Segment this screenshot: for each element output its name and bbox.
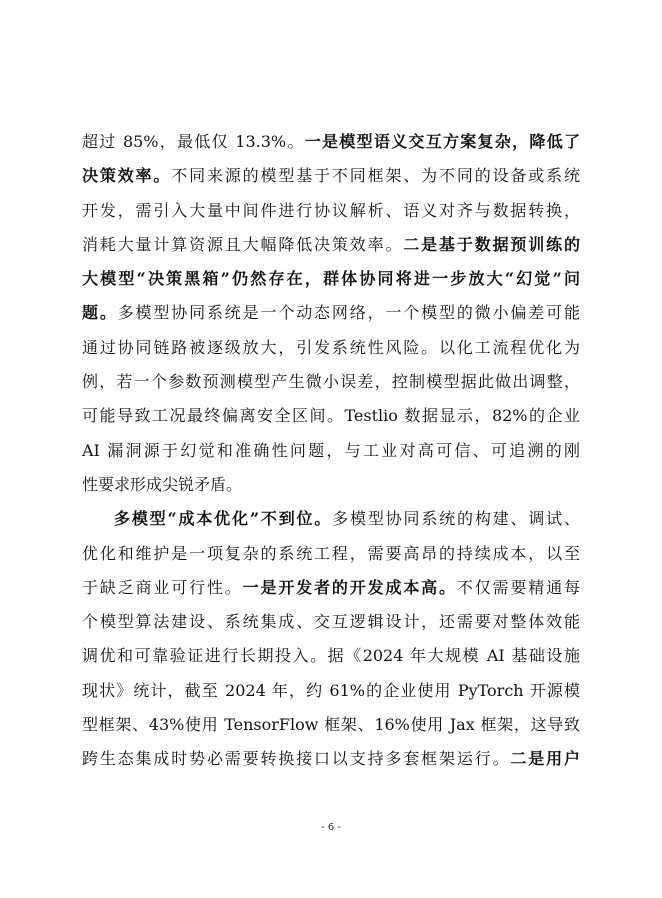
bold-text: 大模型“决策黑箱”仍然存在，群体协同将进一步放大“幻觉”问 bbox=[82, 269, 580, 289]
text-line bbox=[82, 639, 580, 673]
bold-text: 题。 bbox=[82, 303, 118, 323]
text-run: 优化和维护是一项复杂的系统工程，需要高昂的持续成本，以至 bbox=[82, 543, 580, 563]
text-line bbox=[82, 605, 580, 639]
body-text bbox=[82, 125, 580, 777]
text-line bbox=[82, 399, 580, 433]
bold-text: 二是用户 bbox=[510, 749, 580, 769]
bold-text: 一是模型语义交互方案复杂，降低了 bbox=[304, 132, 580, 151]
text-line bbox=[82, 708, 580, 742]
text-line bbox=[82, 331, 580, 365]
text-run: AI 漏洞源于幻觉和准确性问题，与工业对高可信、可追溯的刚 bbox=[82, 440, 580, 460]
bold-text: 决策效率。 bbox=[82, 166, 172, 186]
bold-text: 二是基于数据预训练的 bbox=[403, 234, 580, 254]
text-run: 可能导致工况最终偏离安全区间。Testlio 数据显示，82%的企业 bbox=[82, 406, 580, 426]
bold-text: 一是开发者的开发成本高。 bbox=[242, 577, 457, 597]
text-run: 超过 85%，最低仅 13.3%。 bbox=[82, 132, 305, 151]
text-line bbox=[82, 742, 580, 776]
text-line bbox=[82, 468, 580, 502]
text-line bbox=[82, 228, 580, 262]
text-run: 调优和可靠验证进行长期投入。据《2024 年大规模 AI 基础设施 bbox=[82, 646, 580, 666]
text-line bbox=[82, 571, 580, 605]
text-line bbox=[82, 262, 580, 296]
text-run: 现状》统计，截至 2024 年，约 61%的企业使用 PyTorch 开源模 bbox=[82, 680, 580, 700]
text-run: 例，若一个参数预测模型产生微小误差，控制模型据此做出调整， bbox=[82, 372, 580, 392]
text-line bbox=[82, 674, 580, 708]
text-line bbox=[82, 296, 580, 330]
text-run: 多模型协同系统的构建、调试、 bbox=[332, 509, 580, 529]
text-line bbox=[82, 434, 580, 468]
bold-text: 多模型“成本优化”不到位。 bbox=[114, 509, 333, 529]
text-run: 个模型算法建设、系统集成、交互逻辑设计，还需要对整体效能 bbox=[82, 612, 580, 632]
text-line bbox=[82, 537, 580, 571]
text-line bbox=[82, 502, 580, 536]
text-line bbox=[82, 365, 580, 399]
text-run: 于缺乏商业可行性。 bbox=[82, 577, 243, 597]
text-run: 性要求形成尖锐矛盾。 bbox=[82, 474, 243, 494]
text-run: 消耗大量计算资源且大幅降低决策效率。 bbox=[82, 234, 404, 254]
text-run: 通过协同链路被逐级放大，引发系统性风险。以化工流程优化为 bbox=[82, 337, 580, 357]
text-run: 跨生态集成时势必需要转换接口以支持多套框架运行。 bbox=[82, 749, 511, 769]
text-run: 不仅需要精通每 bbox=[456, 577, 580, 597]
text-line bbox=[82, 125, 580, 159]
text-line bbox=[82, 194, 580, 228]
page-number: - 6 - bbox=[321, 822, 341, 833]
text-run: 多模型协同系统是一个动态网络，一个模型的微小偏差可能 bbox=[117, 303, 580, 323]
text-run: 不同来源的模型基于不同框架、为不同的设备或系统 bbox=[171, 166, 580, 186]
text-run: 型框架、43%使用 TensorFlow 框架、16%使用 Jax 框架，这导致 bbox=[82, 715, 580, 735]
text-run: 开发，需引入大量中间件进行协议解析、语义对齐与数据转换， bbox=[82, 200, 580, 220]
text-line bbox=[82, 159, 580, 193]
